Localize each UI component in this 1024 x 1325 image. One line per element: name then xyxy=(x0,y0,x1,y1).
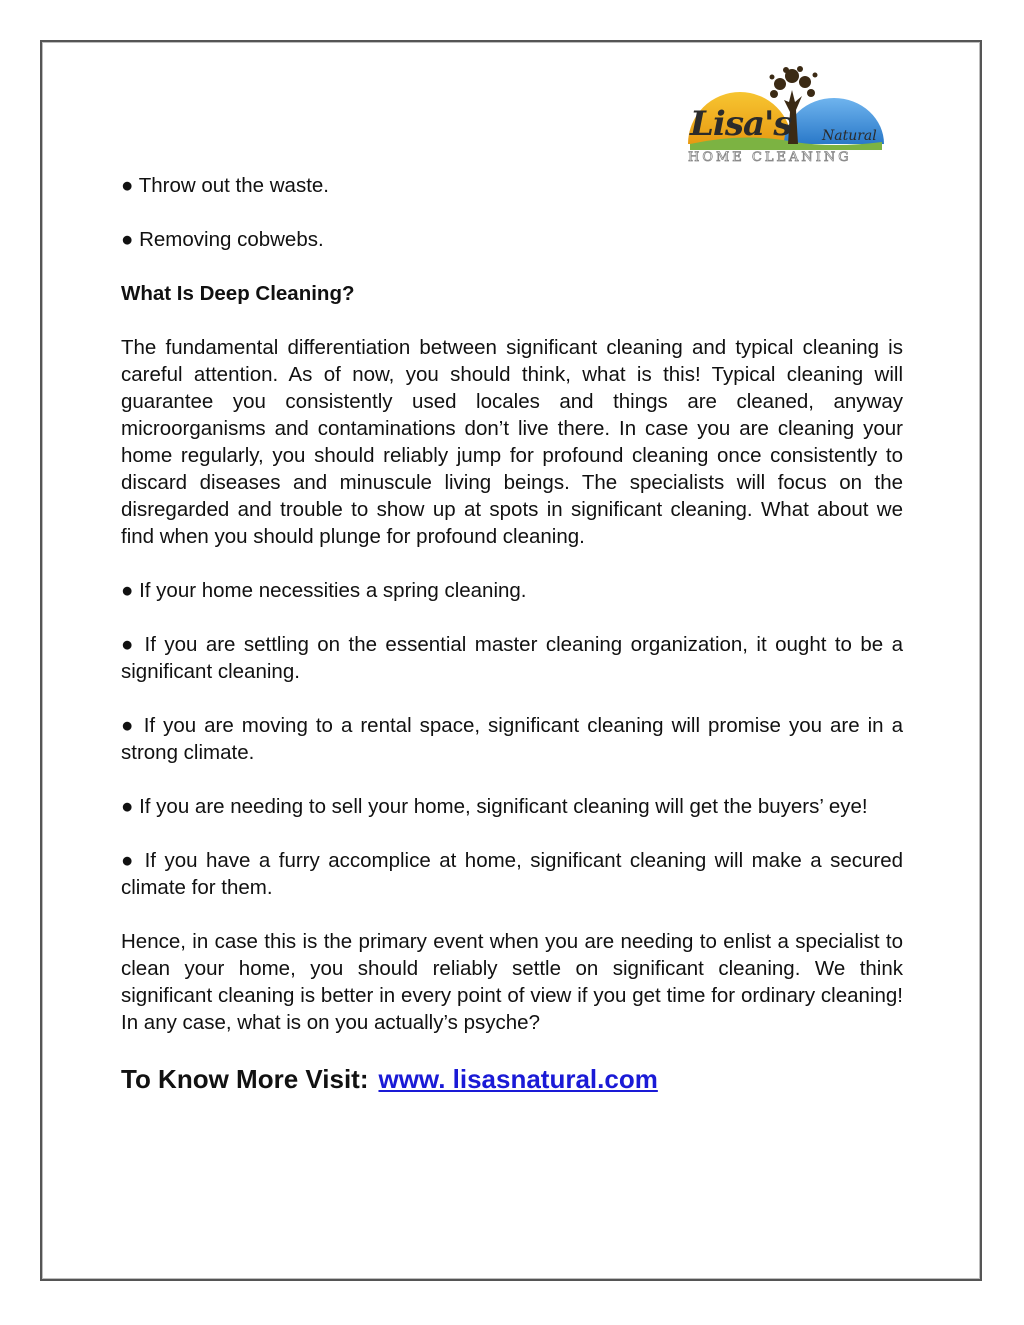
lisas-natural-logo xyxy=(684,62,888,170)
bullet-master-cleaning: ● If you are settling on the essential master cleaning organization, it ought to be a significant cleaning. xyxy=(121,633,903,683)
logo-brand-secondary: Natural xyxy=(822,128,877,144)
tree-canopy-icon xyxy=(770,66,818,98)
bullet-rental-space: ● If you are moving to a rental space, significant cleaning will promise you are in a strong climate. xyxy=(121,714,903,764)
logo-tagline: HOME CLEANING xyxy=(688,150,852,165)
bullet-throw-waste: ● Throw out the waste. xyxy=(121,174,329,197)
website-link[interactable]: www. lisasnatural.com xyxy=(378,1064,658,1094)
intro-paragraph: The fundamental differentiation between significant cleaning and typical cleaning is careful attention. As of now, you should think, what is this! Typical cleaning will guarantee you consistently used locales and things are cleaned, anyway microorganisms and contaminations don’t live there. In case you are cleaning your home regularly, you should reliably jump for profound cleaning once consistently to discard diseases and minuscule living beings. The specialists will focus on the disregarded and trouble to show up at spots in significant cleaning. What about we find when you should plunge for profound cleaning. xyxy=(121,336,903,548)
visit-label: To Know More Visit: xyxy=(121,1064,369,1094)
document-body xyxy=(121,172,903,1095)
closing-paragraph: Hence, in case this is the primary event when you are needing to enlist a specialist to clean your home, you should reliably settle on significant cleaning. We think significant cleaning is better in every point of view if you get time for ordinary cleaning! In any case, what is on you actually’s psyche? xyxy=(121,930,903,1034)
bullet-sell-home: ● If you are needing to sell your home, significant cleaning will get the buyers’ eye! xyxy=(121,795,868,818)
bullet-remove-cobwebs: ● Removing cobwebs. xyxy=(121,228,324,251)
bullet-spring-cleaning: ● If your home necessities a spring cleaning. xyxy=(121,579,527,602)
visit-line xyxy=(121,1063,903,1095)
bullet-furry-accomplice: ● If you have a furry accomplice at home, significant cleaning will make a secured climate for them. xyxy=(121,849,903,899)
logo-brand-script: Lisa's xyxy=(690,104,792,144)
section-heading: What Is Deep Cleaning? xyxy=(121,282,355,305)
